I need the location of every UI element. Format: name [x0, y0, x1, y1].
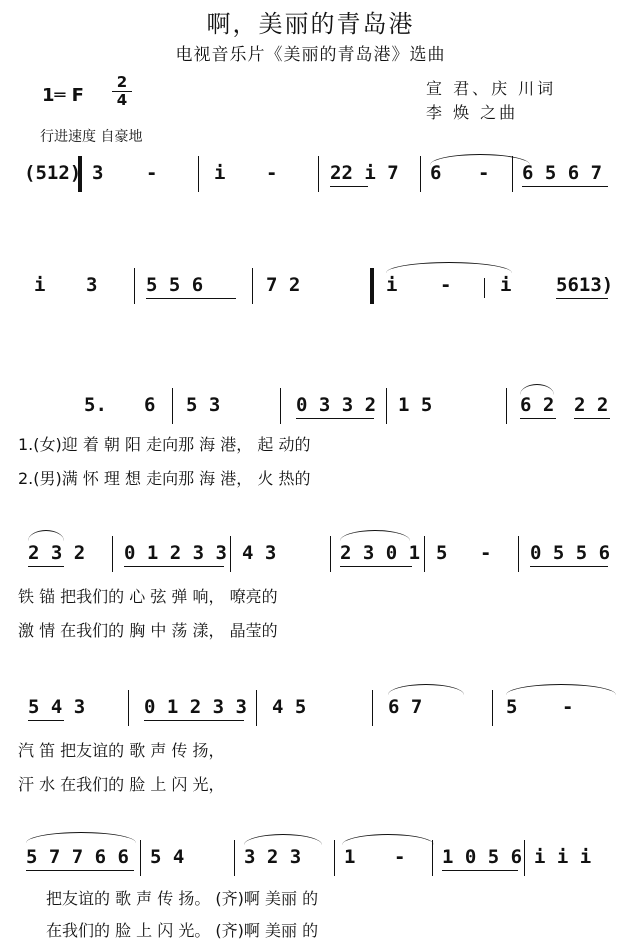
note: 6 — [430, 162, 442, 184]
note: 2 3 0 1 — [340, 542, 421, 564]
note: 5 — [506, 696, 518, 718]
lyric-line-verse-1: 铁 锚 把我们的 心 弦 弹 响， 嘹亮的 — [18, 587, 278, 606]
note: - — [394, 846, 406, 868]
dashed-barline — [484, 278, 485, 298]
beam-line — [556, 298, 608, 299]
barline — [518, 536, 519, 572]
note: - — [478, 162, 490, 184]
beam-line — [144, 720, 244, 721]
barline — [506, 388, 507, 424]
barline — [280, 388, 281, 424]
note: 1 5 — [398, 394, 433, 416]
barline — [512, 156, 513, 192]
song-subtitle: 电视音乐片《美丽的青岛港》选曲 — [175, 45, 446, 65]
barline — [172, 388, 173, 424]
lyric-line-verse-1: 把友谊的 歌 声 传 扬。 (齐)啊 美丽 的 — [46, 889, 319, 908]
barline — [198, 156, 199, 192]
tie-slur — [244, 834, 322, 845]
barline — [372, 690, 373, 726]
note: 6 5 6 7 — [522, 162, 603, 184]
tie-slur — [388, 684, 464, 695]
note: - — [562, 696, 574, 718]
tie-slur — [342, 834, 434, 845]
beam-line — [146, 298, 236, 299]
note: i — [34, 274, 46, 296]
barline — [256, 690, 257, 726]
tie-slur — [28, 530, 64, 541]
note: i — [386, 274, 398, 296]
beam-line — [28, 720, 64, 721]
barline — [134, 268, 135, 304]
tie-slur — [26, 832, 136, 843]
note: 5 4 3 — [28, 696, 86, 718]
note: 22 i 7 — [330, 162, 399, 184]
score-system-1 — [0, 156, 621, 216]
lyric-line-verse-2: 在我们的 脸 上 闪 光。 (齐)啊 美丽 的 — [46, 921, 319, 940]
note: 6 7 — [388, 696, 423, 718]
note: 7 2 — [266, 274, 301, 296]
note: 3 2 3 — [244, 846, 302, 868]
barline — [524, 840, 525, 876]
lyric-line-verse-2: 2.(男)满 怀 理 想 走向那 海 港， 火 热的 — [18, 469, 311, 488]
note: - — [266, 162, 278, 184]
note: 6 — [144, 394, 156, 416]
note: 5613) — [556, 274, 614, 296]
note: 0 3 3 2 — [296, 394, 377, 416]
note: 3 — [92, 162, 104, 184]
song-title: 啊，美丽的青岛港 — [206, 10, 415, 38]
barline — [140, 840, 141, 876]
beam-line — [26, 870, 134, 871]
beam-line — [522, 186, 608, 187]
note: i i i — [534, 846, 592, 868]
lyric-line-verse-1: 1.(女)迎 着 朝 阳 走向那 海 港， 起 动的 — [18, 435, 311, 454]
tie-slur — [340, 530, 410, 541]
barline — [370, 268, 374, 304]
note: 5 4 — [150, 846, 185, 868]
barline — [128, 690, 129, 726]
lyricist-credit: 宣 君、庆 川词 — [426, 79, 557, 98]
note: 3 — [86, 274, 98, 296]
note: 5 — [436, 542, 448, 564]
note: - — [146, 162, 158, 184]
composer-credit: 李 焕 之曲 — [426, 103, 519, 122]
note: 5 5 6 — [146, 274, 204, 296]
beam-line — [520, 418, 556, 419]
lyric-line-verse-1: 汽 笛 把友谊的 歌 声 传 扬， — [18, 741, 225, 760]
barline — [424, 536, 425, 572]
note: 2 3 2 — [28, 542, 86, 564]
note: 1 — [344, 846, 356, 868]
beam-line — [330, 186, 368, 187]
note: 5. — [84, 394, 107, 416]
note: 6 2 — [520, 394, 555, 416]
tempo-marking: 行进速度 自豪地 — [40, 129, 143, 145]
barline — [432, 840, 433, 876]
tie-slur — [506, 684, 616, 695]
barline — [334, 840, 335, 876]
note: 2 2 — [574, 394, 609, 416]
score-system-2 — [0, 268, 621, 328]
note: 0 5 5 6 — [530, 542, 611, 564]
note: 0 1 2 3 3 — [124, 542, 227, 564]
tie-slur — [386, 262, 512, 273]
beam-line — [296, 418, 374, 419]
intro-notes: (512) — [24, 162, 82, 184]
repeat-barline — [78, 156, 82, 192]
beam-line — [442, 870, 518, 871]
note: 1 0 5 6 — [442, 846, 523, 868]
time-signature-top: 2 — [116, 73, 128, 91]
barline — [234, 840, 235, 876]
note: - — [440, 274, 452, 296]
barline — [318, 156, 319, 192]
beam-line — [124, 566, 224, 567]
lyric-line-verse-2: 汗 水 在我们的 脸 上 闪 光， — [18, 775, 225, 794]
note: - — [480, 542, 492, 564]
beam-line — [530, 566, 608, 567]
note: 5 3 — [186, 394, 221, 416]
note: 4 5 — [272, 696, 307, 718]
note: 0 1 2 3 3 — [144, 696, 247, 718]
note: i — [214, 162, 226, 184]
note: i — [500, 274, 512, 296]
barline — [252, 268, 253, 304]
barline — [492, 690, 493, 726]
key-signature: 1═ F — [42, 85, 84, 106]
barline — [420, 156, 421, 192]
beam-line — [574, 418, 610, 419]
time-signature — [112, 74, 132, 109]
barline — [330, 536, 331, 572]
note: 4 3 — [242, 542, 277, 564]
beam-line — [28, 566, 64, 567]
lyric-line-verse-2: 激 情 在我们的 胸 中 荡 漾， 晶莹的 — [18, 621, 278, 640]
barline — [230, 536, 231, 572]
barline — [386, 388, 387, 424]
beam-line — [340, 566, 412, 567]
barline — [112, 536, 113, 572]
note: 5 7 7 6 6 — [26, 846, 129, 868]
time-signature-bottom: 4 — [112, 91, 132, 109]
